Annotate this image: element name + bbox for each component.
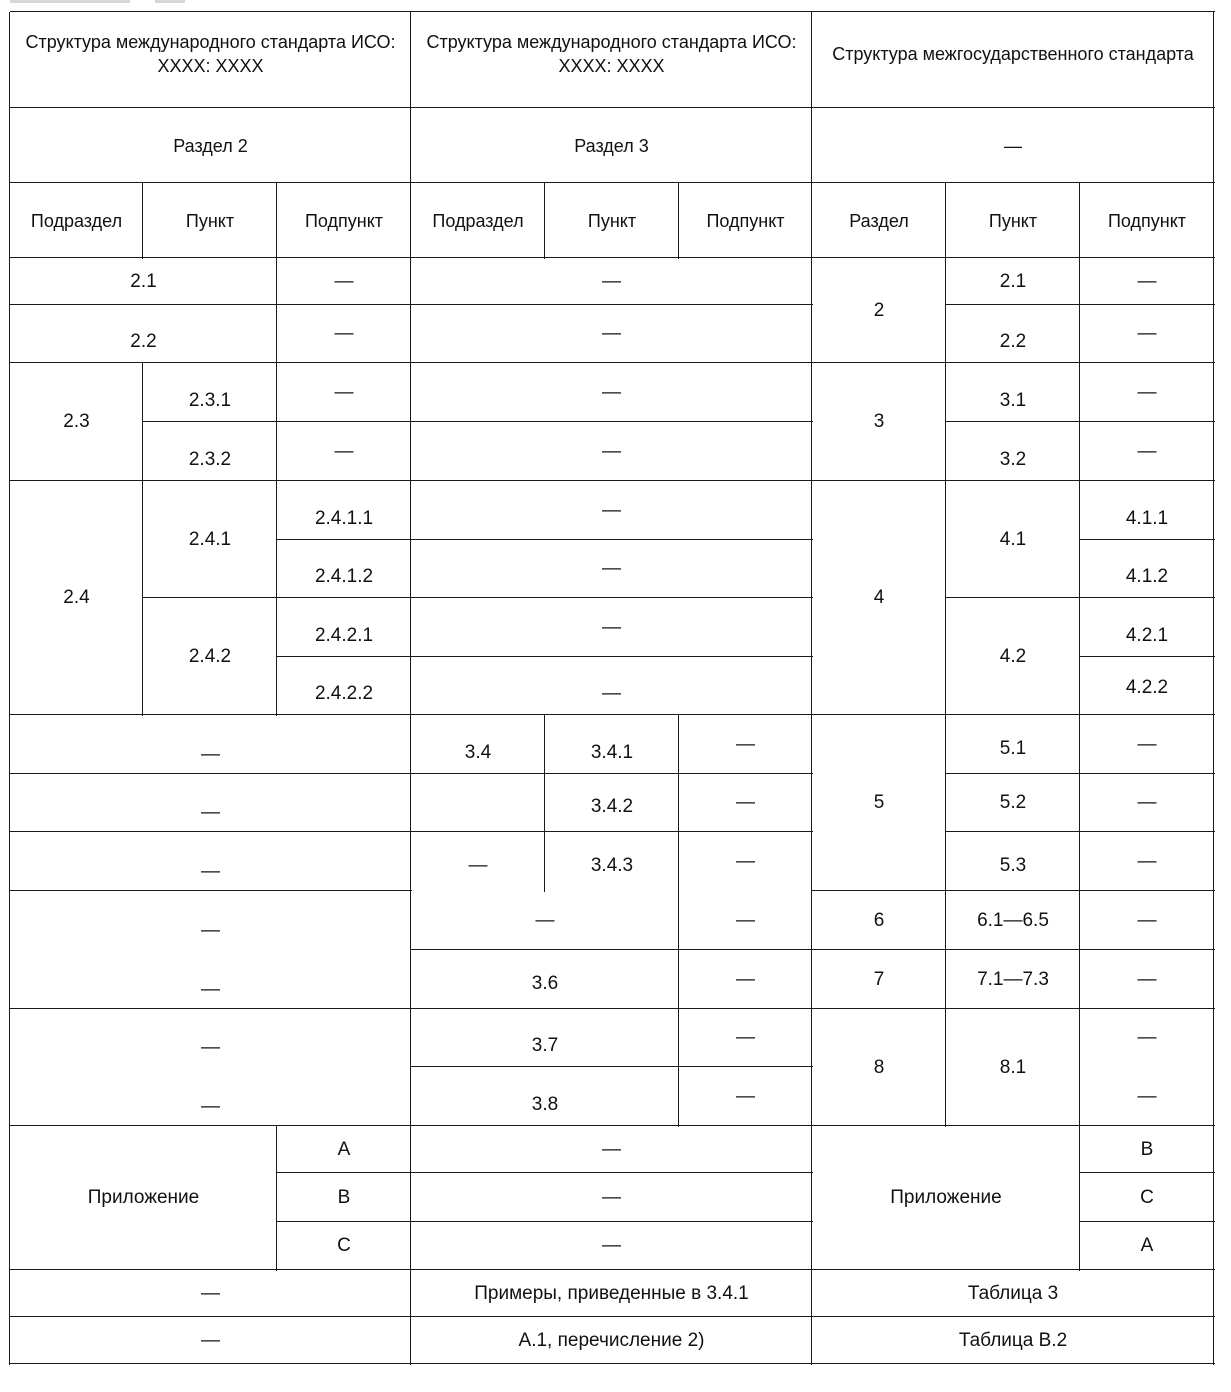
grid-line — [277, 539, 412, 540]
cell-p-5-2: 5.2 — [999, 792, 1027, 813]
cell-dash: — — [201, 1037, 220, 1058]
column-header: Подраздел — [30, 210, 123, 231]
cell-2-4-1-2: 2.4.1.2 — [314, 566, 374, 587]
cell-dash: — — [334, 381, 354, 403]
grid-line — [411, 656, 813, 657]
annex-label-right: Приложение — [890, 1187, 1002, 1208]
cell-dash: — — [602, 1186, 621, 1208]
cell-2-4-1: 2.4.1 — [188, 528, 232, 550]
grid-line — [10, 480, 412, 481]
cell-dash: — — [602, 616, 621, 638]
grid-line — [277, 656, 412, 657]
grid-line — [10, 714, 412, 715]
cell-p-4-1: 4.1 — [999, 528, 1027, 550]
grid-line — [544, 183, 545, 259]
grid-line — [946, 421, 1215, 422]
cell-dash: — — [602, 558, 621, 579]
cell-p-2-1: 2.1 — [999, 270, 1027, 292]
cell-2-4-1-1: 2.4.1.1 — [314, 507, 374, 529]
grid-line — [812, 890, 1215, 891]
grid-line — [10, 1316, 1215, 1317]
grid-line — [945, 258, 946, 1127]
grid-line — [10, 362, 412, 363]
grid-line — [812, 362, 1215, 363]
annex-right-a: A — [1140, 1235, 1154, 1256]
cell-dash: — — [602, 1138, 621, 1160]
grid-line — [411, 949, 813, 950]
annex-right-c: C — [1140, 1186, 1154, 1208]
cell-dash: — — [1137, 909, 1157, 931]
top-edge-mark — [10, 0, 130, 3]
column-header: Подраздел — [432, 210, 524, 231]
cell-dash: — — [736, 733, 755, 755]
cell-section-8: 8 — [873, 1056, 885, 1078]
cell-dash: — — [468, 854, 488, 876]
grid-line — [812, 714, 1215, 715]
grid-line — [1079, 183, 1080, 259]
grid-line — [277, 1221, 813, 1222]
grid-line — [411, 421, 813, 422]
cell-dash: — — [736, 968, 755, 990]
grid-line — [142, 183, 143, 259]
cell-3-8: 3.8 — [531, 1093, 559, 1115]
grid-line — [411, 539, 813, 540]
cell-p-4-2: 4.2 — [999, 645, 1027, 667]
cell-p-6-range: 6.1—6.5 — [977, 909, 1049, 931]
column-header: Раздел — [849, 210, 909, 231]
cell-dash: — — [1137, 792, 1157, 813]
grid-line — [10, 1269, 1215, 1270]
cell-2-3-2: 2.3.2 — [188, 448, 232, 470]
grid-line — [411, 304, 813, 305]
cell-3-7: 3.7 — [531, 1035, 559, 1056]
column-header: Подпункт — [706, 210, 785, 231]
header-section-dash: — — [1004, 135, 1022, 156]
cell-dash: — — [602, 323, 621, 344]
grid-line — [946, 773, 1215, 774]
examples-3-4-1: Примеры, приведенные в 3.4.1 — [474, 1282, 749, 1304]
cell-3-4-1: 3.4.1 — [590, 741, 634, 763]
cell-4-2-1: 4.2.1 — [1125, 624, 1169, 646]
grid-line — [143, 597, 412, 598]
grid-line — [410, 12, 411, 1365]
grid-line — [10, 1008, 412, 1009]
grid-line — [10, 890, 412, 891]
cell-dash: — — [201, 860, 220, 882]
grid-line — [812, 949, 1215, 950]
grid-line — [1080, 539, 1215, 540]
cell-section-3: 3 — [873, 411, 885, 432]
grid-line — [411, 597, 813, 598]
cell-dash: — — [1137, 1085, 1157, 1107]
cell-3-4-3: 3.4.3 — [590, 854, 634, 876]
grid-line — [946, 304, 1215, 305]
cell-3-4: 3.4 — [464, 741, 492, 763]
header-iso-structure-2: Структура международного стандарта ИСО: XXXX: XXXX — [426, 32, 797, 76]
cell-p-7-range: 7.1—7.3 — [977, 968, 1049, 990]
cell-dash: — — [602, 270, 621, 292]
grid-line — [678, 891, 679, 1127]
cell-dash: — — [602, 683, 621, 704]
grid-line — [9, 12, 10, 1365]
cell-2-3: 2.3 — [63, 411, 90, 432]
column-header: Подпункт — [1107, 210, 1187, 231]
cell-dash: — — [602, 381, 621, 403]
column-header: Пункт — [587, 210, 637, 231]
annex-label-left: Приложение — [87, 1187, 200, 1208]
grid-line — [142, 363, 143, 716]
grid-line — [411, 714, 813, 715]
cell-dash: — — [1137, 381, 1157, 403]
grid-line — [10, 182, 1215, 183]
cell-dash: — — [334, 323, 354, 344]
grid-line — [812, 480, 1215, 481]
cell-dash: — — [201, 802, 220, 823]
cell-dash: — — [1137, 1027, 1157, 1048]
grid-line — [1213, 12, 1214, 1365]
grid-line — [10, 831, 412, 832]
cell-p-3-2: 3.2 — [999, 448, 1027, 470]
cell-2-4-2-2: 2.4.2.2 — [314, 683, 374, 704]
cell-2-3-1: 2.3.1 — [188, 389, 232, 411]
cell-dash: — — [201, 919, 220, 941]
top-edge-mark — [155, 0, 185, 3]
grid-line — [411, 831, 813, 832]
header-section-2: Раздел 2 — [173, 135, 248, 156]
header-section-3: Раздел 3 — [574, 135, 649, 156]
grid-line — [411, 480, 813, 481]
grid-line — [1080, 656, 1215, 657]
grid-line — [411, 1008, 813, 1009]
table-3-ref: Таблица 3 — [967, 1282, 1059, 1304]
grid-line — [811, 12, 812, 1365]
cell-section-7: 7 — [873, 968, 885, 990]
grid-line — [812, 1008, 1215, 1009]
grid-line — [277, 1172, 813, 1173]
cell-dash: — — [201, 1329, 220, 1351]
cell-dash: — — [736, 850, 755, 872]
cell-4-1-2: 4.1.2 — [1125, 566, 1169, 587]
grid-line — [276, 1126, 277, 1271]
cell-dash: — — [1137, 270, 1157, 292]
cell-section-5: 5 — [873, 792, 885, 813]
cell-4-1-1: 4.1.1 — [1125, 507, 1169, 529]
grid-line — [10, 773, 412, 774]
grid-line — [276, 363, 277, 716]
grid-line — [1080, 1172, 1215, 1173]
annex-left-a: A — [337, 1138, 351, 1160]
cell-dash: — — [602, 499, 621, 521]
grid-line — [1079, 715, 1080, 1127]
cell-dash: — — [1137, 850, 1157, 872]
header-interstate-structure: Структура межгосударственного стандарта — [832, 44, 1194, 64]
table-b2-ref: Таблица В.2 — [958, 1329, 1068, 1351]
grid-line — [10, 1125, 1215, 1126]
cell-p-2-2: 2.2 — [999, 331, 1027, 352]
cell-2-1: 2.1 — [130, 270, 157, 292]
cell-dash: — — [602, 1235, 621, 1256]
grid-line — [143, 421, 412, 422]
cell-section-6: 6 — [873, 909, 885, 931]
grid-line — [1079, 1126, 1080, 1271]
header-iso-structure-1: Структура международного стандарта ИСО: XXXX: XXXX — [25, 32, 396, 76]
grid-line — [544, 715, 545, 892]
grid-line — [946, 831, 1215, 832]
cell-dash: — — [736, 909, 755, 931]
cell-3-4-2: 3.4.2 — [590, 796, 634, 817]
cell-dash: — — [201, 743, 220, 765]
cell-3-6: 3.6 — [531, 972, 559, 994]
cell-4-2-2: 4.2.2 — [1125, 677, 1169, 698]
cell-2-4: 2.4 — [63, 587, 90, 608]
grid-line — [411, 773, 813, 774]
cell-dash: — — [1137, 323, 1157, 344]
cell-dash: — — [1137, 733, 1157, 755]
column-header: Пункт — [988, 210, 1038, 231]
grid-line — [10, 107, 1215, 108]
grid-line — [411, 1066, 813, 1067]
cell-dash: — — [1137, 968, 1157, 990]
grid-line — [411, 362, 813, 363]
cell-dash: — — [736, 792, 755, 813]
grid-line — [276, 258, 277, 364]
annex-right-b: B — [1140, 1138, 1154, 1160]
cell-dash: — — [334, 440, 354, 462]
grid-line — [946, 597, 1215, 598]
cell-dash: — — [535, 909, 555, 931]
cell-dash: — — [201, 1095, 220, 1117]
cell-section-2: 2 — [873, 299, 885, 321]
cell-dash: — — [736, 1027, 755, 1048]
annex-left-b: B — [337, 1186, 351, 1208]
cell-p-5-3: 5.3 — [999, 854, 1027, 876]
cell-p-3-1: 3.1 — [999, 389, 1027, 411]
grid-line — [10, 304, 412, 305]
grid-line — [10, 257, 1215, 258]
grid-line — [678, 183, 679, 259]
grid-line — [945, 183, 946, 259]
cell-section-4: 4 — [873, 587, 885, 608]
cell-2-4-2: 2.4.2 — [188, 645, 232, 667]
cell-2-2: 2.2 — [130, 331, 157, 352]
grid-line — [1079, 258, 1080, 716]
annex-left-c: C — [337, 1235, 351, 1256]
grid-line — [1080, 1221, 1215, 1222]
cell-dash: — — [1137, 440, 1157, 462]
column-header: Пункт — [185, 210, 235, 231]
grid-line — [276, 183, 277, 259]
cell-dash: — — [334, 270, 354, 292]
cell-2-4-2-1: 2.4.2.1 — [314, 624, 374, 646]
cell-dash: — — [602, 440, 621, 462]
cell-dash: — — [201, 978, 220, 1000]
cell-dash: — — [736, 1085, 755, 1107]
cell-p-5-1: 5.1 — [999, 737, 1027, 759]
column-header: Подпункт — [304, 210, 384, 231]
grid-line — [678, 715, 679, 892]
a1-enumeration-ref: А.1, перечисление 2) — [518, 1329, 705, 1351]
grid-line — [10, 11, 1215, 12]
cell-p-8-1: 8.1 — [999, 1056, 1027, 1078]
cell-dash: — — [201, 1282, 220, 1304]
grid-line — [10, 1363, 1215, 1364]
